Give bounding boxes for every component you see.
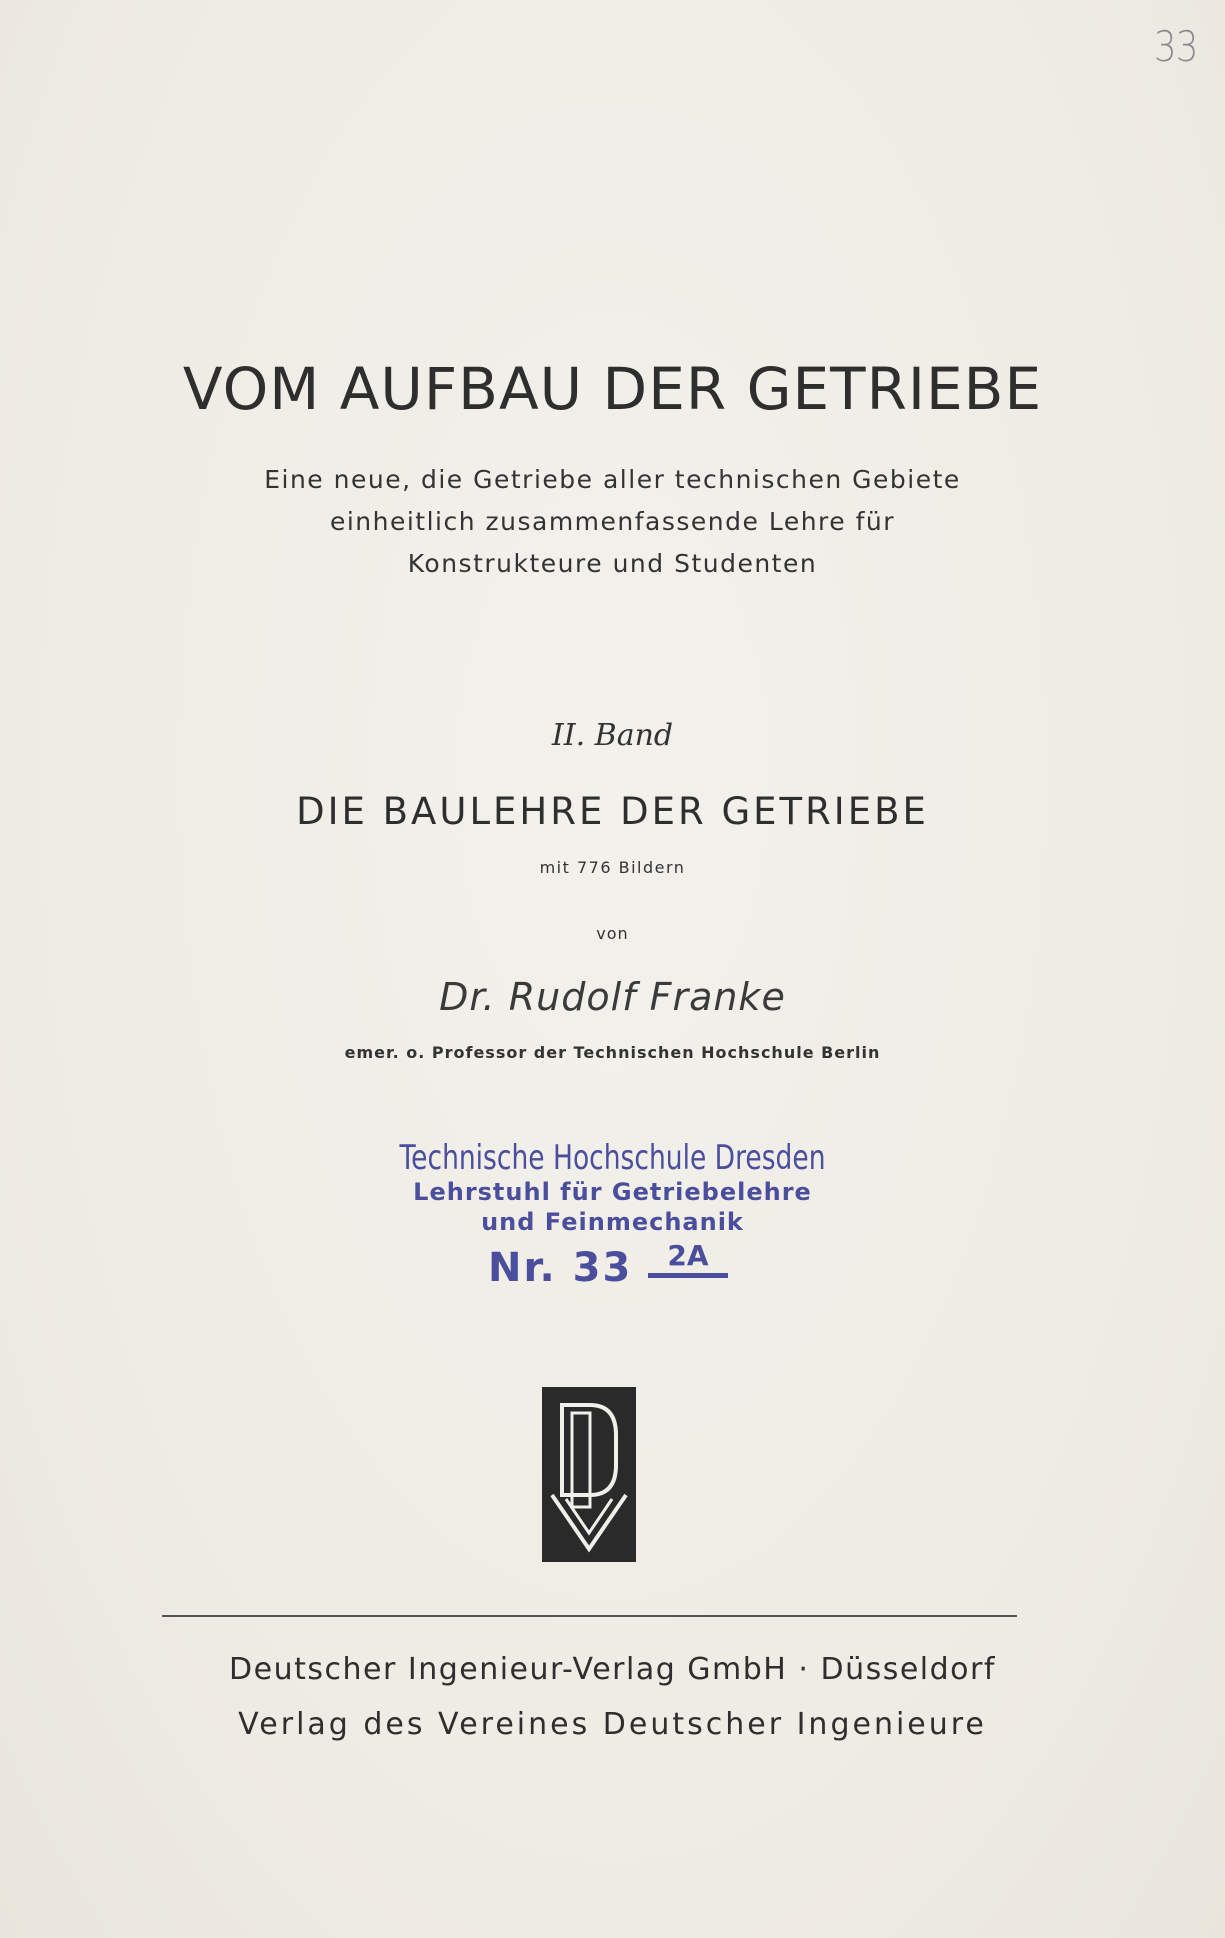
by-label: von (596, 924, 629, 943)
author-affiliation: emer. o. Professor der Technischen Hochschule Berlin (344, 1043, 881, 1062)
publisher-line: Deutscher Ingenieur-Verlag GmbH · Düsseldorf (229, 1652, 996, 1687)
vdi-publisher-logo-icon (542, 1387, 636, 1562)
stamp-number-suffix: 2A (648, 1239, 728, 1278)
stamp-number: Nr. 33 (488, 1245, 633, 1291)
stamp-line-department: und Feinmechanik (481, 1208, 744, 1236)
author-name: Dr. Rudolf Franke (439, 975, 786, 1019)
stamp-line-institution: Technische Hochschule Dresden (399, 1138, 826, 1178)
divider-rule (162, 1615, 1017, 1617)
illustrations-note: mit 776 Bildern (539, 858, 686, 877)
subtitle-line: einheitlich zusammenfassende Lehre für (329, 507, 896, 536)
volume-label: II. Band (551, 718, 674, 753)
volume-title: DIE BAULEHRE DER GETRIEBE (296, 790, 929, 833)
subtitle-line: Eine neue, die Getriebe aller technischen Gebiete (264, 465, 961, 494)
publisher-line: Verlag des Vereines Deutscher Ingenieure (238, 1707, 987, 1742)
main-title: VOM AUFBAU DER GETRIEBE (182, 355, 1043, 423)
subtitle-line: Konstrukteure und Studenten (407, 549, 818, 578)
page-number: 33 (1153, 22, 1198, 71)
stamp-line-chair: Lehrstuhl für Getriebelehre (413, 1178, 812, 1206)
